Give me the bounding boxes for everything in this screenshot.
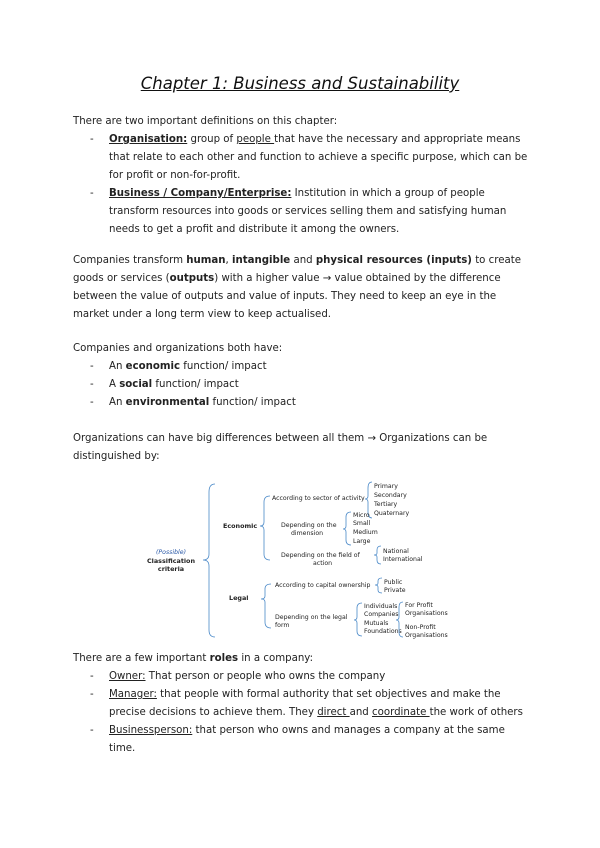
bullet-dash: - [90, 134, 94, 145]
dimension-label-line1: Depending on the [281, 522, 337, 529]
legal-form-label-line1: Depending on the legal [275, 614, 348, 621]
root-brace [203, 484, 215, 637]
dimension-item: Large [353, 538, 371, 545]
root-label-line3: criteria [157, 565, 185, 573]
role-term: Manager: [109, 689, 157, 700]
economic-label: Economic [223, 522, 258, 530]
sector-label: According to sector of activity [272, 495, 365, 502]
role-manager: - Manager: that people with formal authority that set objectives and make the precise decisions to achieve them. They direct and coordinate the work of others [90, 689, 523, 718]
bullet-dash: - [90, 188, 94, 199]
function-item: - An environmental function/ impact [90, 397, 296, 408]
role-term: Owner: [109, 671, 146, 682]
field-label-line2: action [313, 560, 333, 567]
dimension-item: Micro [353, 512, 370, 519]
field-item: National [383, 548, 409, 555]
intro-text: There are two important definitions on this chapter: [73, 116, 338, 127]
economic-brace [260, 496, 270, 560]
definition-business: - Business / Company/Enterprise: Institution in which a group of people transform resources into goods or services selling them and satisfying human needs to get a profit and distribute it among the owners. [90, 185, 530, 239]
for-profit-line2: Organisations [405, 610, 448, 617]
roles-intro: There are a few important roles in a company: [73, 653, 313, 664]
classification-diagram [145, 472, 465, 642]
paragraph-transform: Companies transform human, intangible and physical resources (inputs) to create goods or services (outputs) with a higher value → value obtained by the difference between the value of outputs and value of inputs. They need to keep an eye in the market under a long term view to keep actualised. [73, 255, 521, 320]
field-label-line1: Depending on the field of [281, 552, 360, 559]
legal-form-item: Individuals [364, 603, 398, 610]
definition-term: Business / Company/Enterprise: [109, 188, 292, 199]
function-item: - An economic function/ impact [90, 361, 267, 372]
function-item: - A social function/ impact [90, 379, 239, 390]
legal-form-brace [354, 603, 362, 636]
legal-form-label-line2: form [275, 622, 290, 629]
root-label-line2: Classification [146, 557, 196, 565]
both-intro: Companies and organizations both have: [73, 343, 283, 354]
dimension-brace [343, 512, 351, 545]
dimension-item: Medium [353, 529, 378, 536]
role-businessperson: - Businessperson: that person who owns and manages a company at the same time. [90, 725, 505, 754]
sector-item: Tertiary [374, 501, 398, 508]
capital-label: According to capital ownership [275, 582, 371, 589]
capital-item: Private [384, 587, 406, 594]
capital-item: Public [384, 579, 403, 586]
for-profit-line1: For Profit [405, 602, 433, 609]
root-label-line1: (Possible) [156, 549, 186, 556]
differences-text: Organizations can have big differences between all them → Organizations can be distinguished by: [73, 433, 488, 462]
legal-form-item: Mutuals [364, 620, 389, 627]
field-item: International [383, 556, 423, 563]
sector-item: Primary [374, 483, 398, 490]
legal-form-item: Companies [364, 611, 399, 618]
capital-brace [375, 578, 382, 593]
legal-brace [261, 584, 271, 628]
definition-organisation: - Organisation: group of people that have the necessary and appropriate means that relate to each other and function to achieve a specific purpose, which can be for profit or non-for-profit. [90, 131, 530, 185]
legal-label: Legal [229, 594, 249, 602]
definition-term: Organisation: [109, 134, 188, 145]
field-brace [374, 546, 381, 564]
non-profit-line2: Organisations [405, 632, 448, 639]
dimension-item: Small [353, 520, 371, 527]
page-title: Chapter 1: Business and Sustainability [140, 74, 460, 93]
legal-form-item: Foundations [364, 628, 402, 635]
non-profit-line1: Non-Profit [405, 624, 436, 631]
dimension-label-line2: dimension [291, 530, 324, 537]
role-owner: - Owner: That person or people who owns the company [90, 671, 386, 682]
sector-item: Secondary [374, 492, 407, 499]
sector-item: Quaternary [374, 510, 410, 517]
role-term: Businessperson: [109, 725, 193, 736]
